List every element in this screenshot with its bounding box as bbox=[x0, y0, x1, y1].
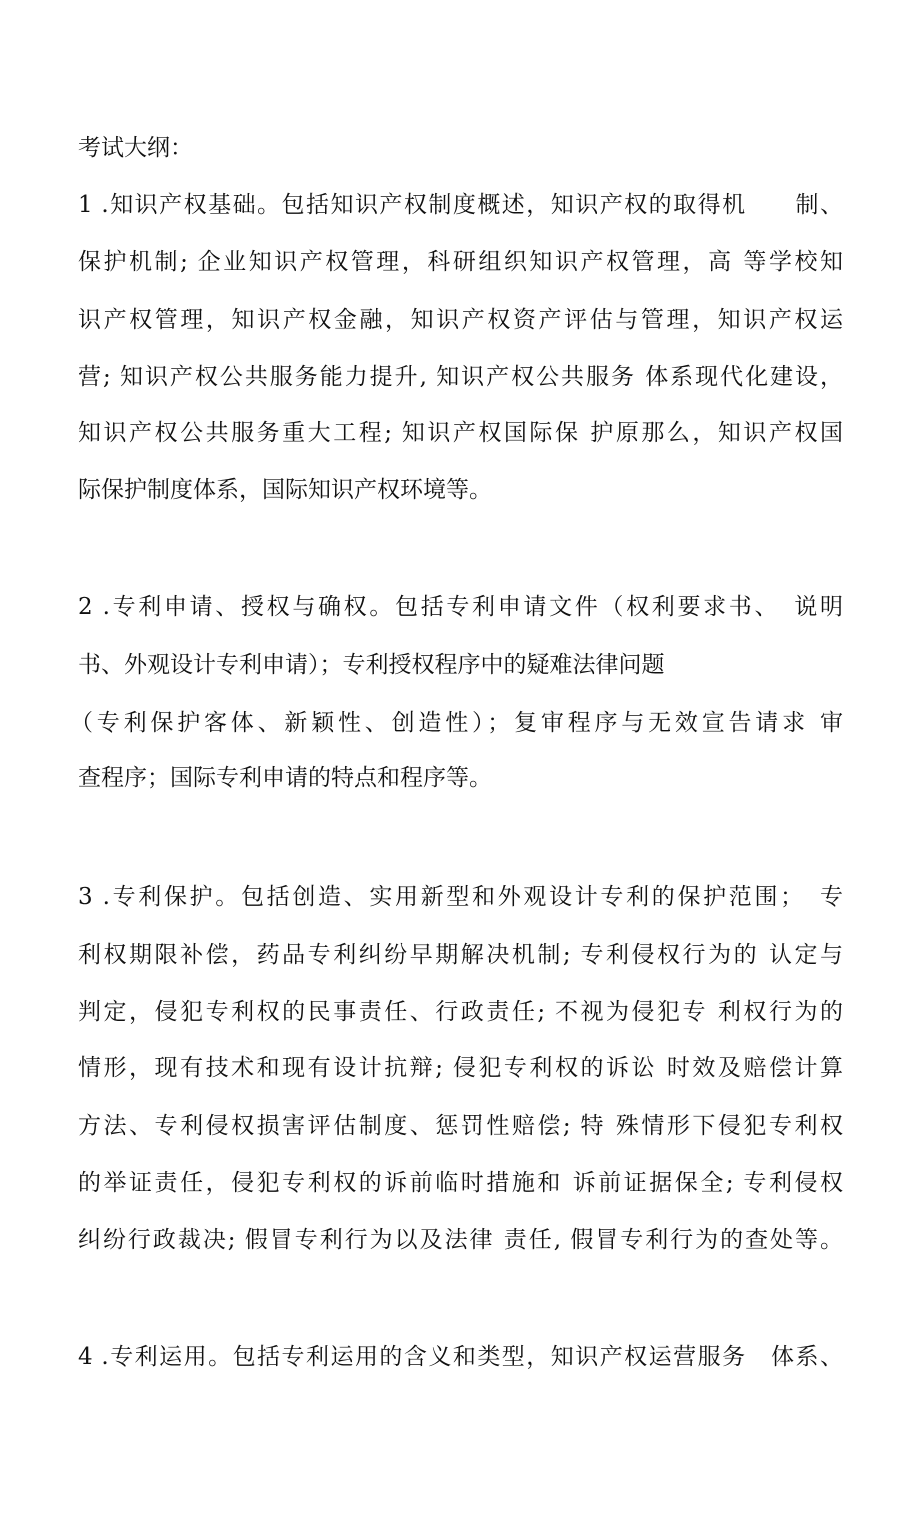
text-line: 3 .专利保护。包括创造、实用新型和外观设计专利的保护范围； 专 bbox=[78, 884, 843, 910]
text-line: 营; 知识产权公共服务能力提升, 知识产权公共服务 体系现代化建设， bbox=[78, 364, 843, 390]
text-line: 的举证责任，侵犯专利权的诉前临时措施和 诉前证据保全; 专利侵权 bbox=[78, 1170, 843, 1196]
text-line: 1 .知识产权基础。包括知识产权制度概述，知识产权的取得机 制、 bbox=[78, 192, 843, 218]
text-line: 识产权管理，知识产权金融，知识产权资产评估与管理，知识产权运 bbox=[78, 307, 843, 333]
text-line: 纠纷行政裁决; 假冒专利行为以及法律 责任, 假冒专利行为的查处等。 bbox=[78, 1227, 843, 1253]
document-title: 考试大纲： bbox=[78, 135, 193, 161]
text-line: （专利保护客体、新颖性、创造性）；复审程序与无效宣告请求 审 bbox=[70, 710, 843, 736]
text-line: 保护机制; 企业知识产权管理，科研组织知识产权管理，高 等学校知 bbox=[78, 249, 843, 275]
text-line: 利权期限补偿，药品专利纠纷早期解决机制; 专利侵权行为的 认定与 bbox=[78, 942, 843, 968]
text-line: 际保护制度体系，国际知识产权环境等。 bbox=[78, 477, 492, 503]
text-line: 情形，现有技术和现有设计抗辩; 侵犯专利权的诉讼 时效及赔偿计算 bbox=[78, 1055, 843, 1081]
text-line: 方法、专利侵权损害评估制度、惩罚性赔偿; 特 殊情形下侵犯专利权 bbox=[78, 1113, 843, 1139]
text-line: 书、外观设计专利申请）；专利授权程序中的疑难法律问题 bbox=[78, 652, 665, 678]
text-line: 2 .专利申请、授权与确权。包括专利申请文件（权利要求书、 说明 bbox=[78, 594, 843, 620]
text-line: 判定，侵犯专利权的民事责任、行政责任; 不视为侵犯专 利权行为的 bbox=[78, 999, 843, 1025]
text-line: 查程序；国际专利申请的特点和程序等。 bbox=[78, 765, 492, 791]
text-line: 知识产权公共服务重大工程; 知识产权国际保 护原那么，知识产权国 bbox=[78, 420, 843, 446]
text-line: 4 .专利运用。包括专利运用的含义和类型，知识产权运营服务 体系、 bbox=[78, 1344, 843, 1370]
